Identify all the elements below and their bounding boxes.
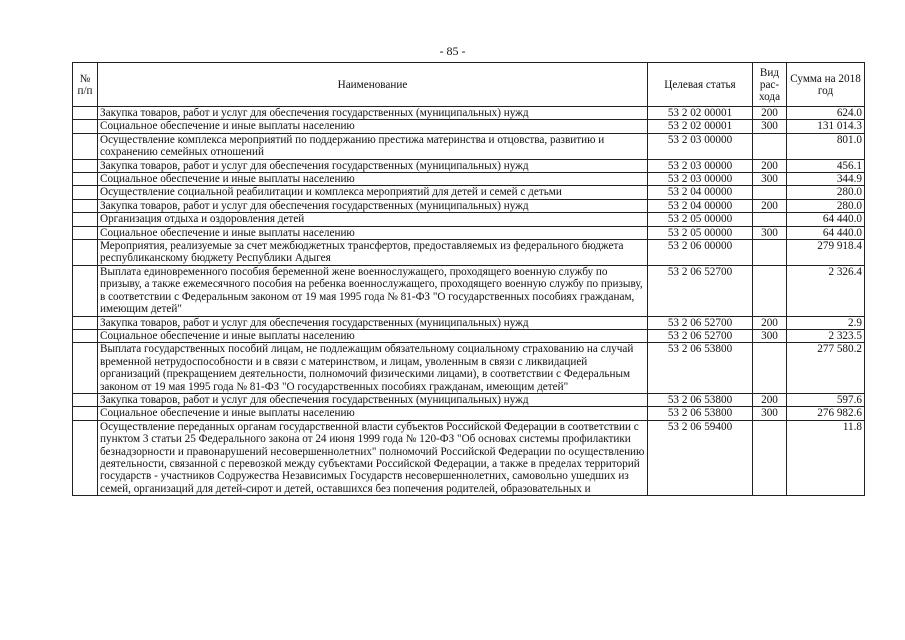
page-number: - 85 - (439, 44, 466, 58)
table-row (73, 107, 865, 120)
row-sum-cell: 64 440.0 (787, 226, 865, 239)
row-number-cell (73, 159, 98, 172)
row-sum-cell: 597.6 (787, 393, 865, 406)
table-row (73, 240, 865, 266)
row-name-cell: Осуществление социальной реабилитации и комплекса мероприятий для детей и семей с детьми (98, 186, 648, 199)
row-number-cell (73, 393, 98, 406)
table-row (73, 393, 865, 406)
row-kind-cell: 300 (753, 329, 787, 342)
budget-table (72, 62, 865, 496)
row-number-cell (73, 329, 98, 342)
row-name-cell: Закупка товаров, работ и услуг для обеспечения государственных (муниципальных) нужд (98, 393, 648, 406)
row-kind-cell: 200 (753, 159, 787, 172)
row-number-cell (73, 173, 98, 186)
row-sum-cell: 456.1 (787, 159, 865, 172)
row-kind-cell (753, 240, 787, 266)
table-row (73, 199, 865, 212)
row-kind-cell (753, 213, 787, 226)
row-code-cell: 53 2 02 00001 (648, 107, 753, 120)
row-sum-cell: 2 326.4 (787, 265, 865, 316)
row-code-cell: 53 2 03 00000 (648, 133, 753, 159)
row-name-cell: Социальное обеспечение и иные выплаты населению (98, 120, 648, 133)
row-code-cell: 53 2 06 53800 (648, 393, 753, 406)
row-kind-cell: 200 (753, 199, 787, 212)
row-kind-cell (753, 133, 787, 159)
row-number-cell (73, 265, 98, 316)
row-code-cell: 53 2 06 52700 (648, 316, 753, 329)
row-sum-cell: 624.0 (787, 107, 865, 120)
row-kind-cell (753, 343, 787, 394)
table-row (73, 316, 865, 329)
row-kind-cell: 200 (753, 107, 787, 120)
row-code-cell: 53 2 04 00000 (648, 186, 753, 199)
row-name-cell: Социальное обеспечение и иные выплаты населению (98, 226, 648, 239)
row-sum-cell: 11.8 (787, 420, 865, 495)
row-name-cell: Социальное обеспечение и иные выплаты населению (98, 407, 648, 420)
row-sum-cell: 279 918.4 (787, 240, 865, 266)
row-sum-cell: 2.9 (787, 316, 865, 329)
row-number-cell (73, 226, 98, 239)
row-code-cell: 53 2 05 00000 (648, 213, 753, 226)
header-sum: Сумма на 2018 год (787, 63, 865, 107)
table-row (73, 343, 865, 394)
row-sum-cell: 2 323.5 (787, 329, 865, 342)
table-row (73, 133, 865, 159)
table-row (73, 329, 865, 342)
row-name-cell: Закупка товаров, работ и услуг для обеспечения государственных (муниципальных) нужд (98, 316, 648, 329)
row-number-cell (73, 133, 98, 159)
table-header-row (73, 63, 865, 107)
row-code-cell: 53 2 06 53800 (648, 343, 753, 394)
row-sum-cell: 280.0 (787, 199, 865, 212)
row-number-cell (73, 199, 98, 212)
row-number-cell (73, 186, 98, 199)
table-row (73, 420, 865, 495)
row-code-cell: 53 2 06 52700 (648, 265, 753, 316)
row-code-cell: 53 2 04 00000 (648, 199, 753, 212)
row-code-cell: 53 2 03 00000 (648, 173, 753, 186)
row-kind-cell (753, 420, 787, 495)
table-row (73, 186, 865, 199)
row-kind-cell (753, 186, 787, 199)
row-code-cell: 53 2 06 53800 (648, 407, 753, 420)
row-number-cell (73, 407, 98, 420)
row-kind-cell: 200 (753, 316, 787, 329)
header-kind: Вид рас-хода (753, 63, 787, 107)
row-code-cell: 53 2 06 52700 (648, 329, 753, 342)
table-row (73, 173, 865, 186)
row-code-cell: 53 2 06 00000 (648, 240, 753, 266)
row-number-cell (73, 213, 98, 226)
table-row (73, 407, 865, 420)
row-kind-cell: 300 (753, 407, 787, 420)
row-name-cell: Закупка товаров, работ и услуг для обеспечения государственных (муниципальных) нужд (98, 199, 648, 212)
row-kind-cell: 300 (753, 226, 787, 239)
row-sum-cell: 64 440.0 (787, 213, 865, 226)
row-number-cell (73, 120, 98, 133)
row-name-cell: Социальное обеспечение и иные выплаты населению (98, 329, 648, 342)
row-code-cell: 53 2 03 00000 (648, 159, 753, 172)
row-name-cell: Социальное обеспечение и иные выплаты населению (98, 173, 648, 186)
row-kind-cell: 300 (753, 120, 787, 133)
row-number-cell (73, 420, 98, 495)
row-sum-cell: 131 014.3 (787, 120, 865, 133)
row-code-cell: 53 2 02 00001 (648, 120, 753, 133)
row-name-cell: Закупка товаров, работ и услуг для обеспечения государственных (муниципальных) нужд (98, 107, 648, 120)
table-row (73, 226, 865, 239)
row-name-cell: Выплата единовременного пособия беременной жене военнослужащего, проходящего военную службу по призыву, а также ежемесячного пособия на ребенка военнослужащего, проходящего военную службу по призыву, в соответствии с Федеральным законом от 19 мая 1995 года № 81-ФЗ "О государственных пособиях гражданам, имеющим детей" (98, 265, 648, 316)
row-sum-cell: 344.9 (787, 173, 865, 186)
row-name-cell: Мероприятия, реализуемые за счет межбюджетных трансфертов, предоставляемых из федерального бюджета республиканскому бюджету Республики Адыгея (98, 240, 648, 266)
row-name-cell: Осуществление переданных органам государственной власти субъектов Российской Федерации в соответствии с пунктом 3 статьи 25 Федерального закона от 24 июня 1999 года № 120-ФЗ "Об основах системы профилактики безнадзорности и правонарушений несовершеннолетних" полномочий Российской Федерации по осуществлению деятельности, связанной с перевозкой между субъектами Российской Федерации, а также в пределах территорий государств - участников Содружества Независимых Государств несовершеннолетних, самовольно ушедших из семей, организаций для детей-сирот и детей, оставшихся без попечения родителей, образовательных и (98, 420, 648, 495)
row-kind-cell (753, 265, 787, 316)
row-kind-cell: 300 (753, 173, 787, 186)
table-row (73, 265, 865, 316)
row-name-cell: Выплата государственных пособий лицам, не подлежащим обязательному социальному страхованию на случай временной нетрудоспособности и в связи с материнством, и лицам, уволенным в связи с ликвидацией организаций (прекращением деятельности, полномочий физическими лицами), в соответствии с Федеральным законом от 19 мая 1995 года № 81-ФЗ "О государственных пособиях гражданам, имеющим детей" (98, 343, 648, 394)
table-row (73, 213, 865, 226)
row-name-cell: Закупка товаров, работ и услуг для обеспечения государственных (муниципальных) нужд (98, 159, 648, 172)
table-row (73, 120, 865, 133)
row-sum-cell: 280.0 (787, 186, 865, 199)
row-sum-cell: 276 982.6 (787, 407, 865, 420)
header-name: Наименование (98, 63, 648, 107)
row-number-cell (73, 316, 98, 329)
row-number-cell (73, 240, 98, 266)
row-kind-cell: 200 (753, 393, 787, 406)
budget-table-body (73, 107, 865, 496)
row-name-cell: Осуществление комплекса мероприятий по поддержанию престижа материнства и отцовства, развитию и сохранению семейных отношений (98, 133, 648, 159)
row-name-cell: Организация отдыха и оздоровления детей (98, 213, 648, 226)
row-sum-cell: 801.0 (787, 133, 865, 159)
row-sum-cell: 277 580.2 (787, 343, 865, 394)
row-number-cell (73, 343, 98, 394)
row-code-cell: 53 2 06 59400 (648, 420, 753, 495)
header-code: Целевая статья (648, 63, 753, 107)
row-number-cell (73, 107, 98, 120)
header-num: № п/п (73, 63, 98, 107)
row-code-cell: 53 2 05 00000 (648, 226, 753, 239)
table-row (73, 159, 865, 172)
